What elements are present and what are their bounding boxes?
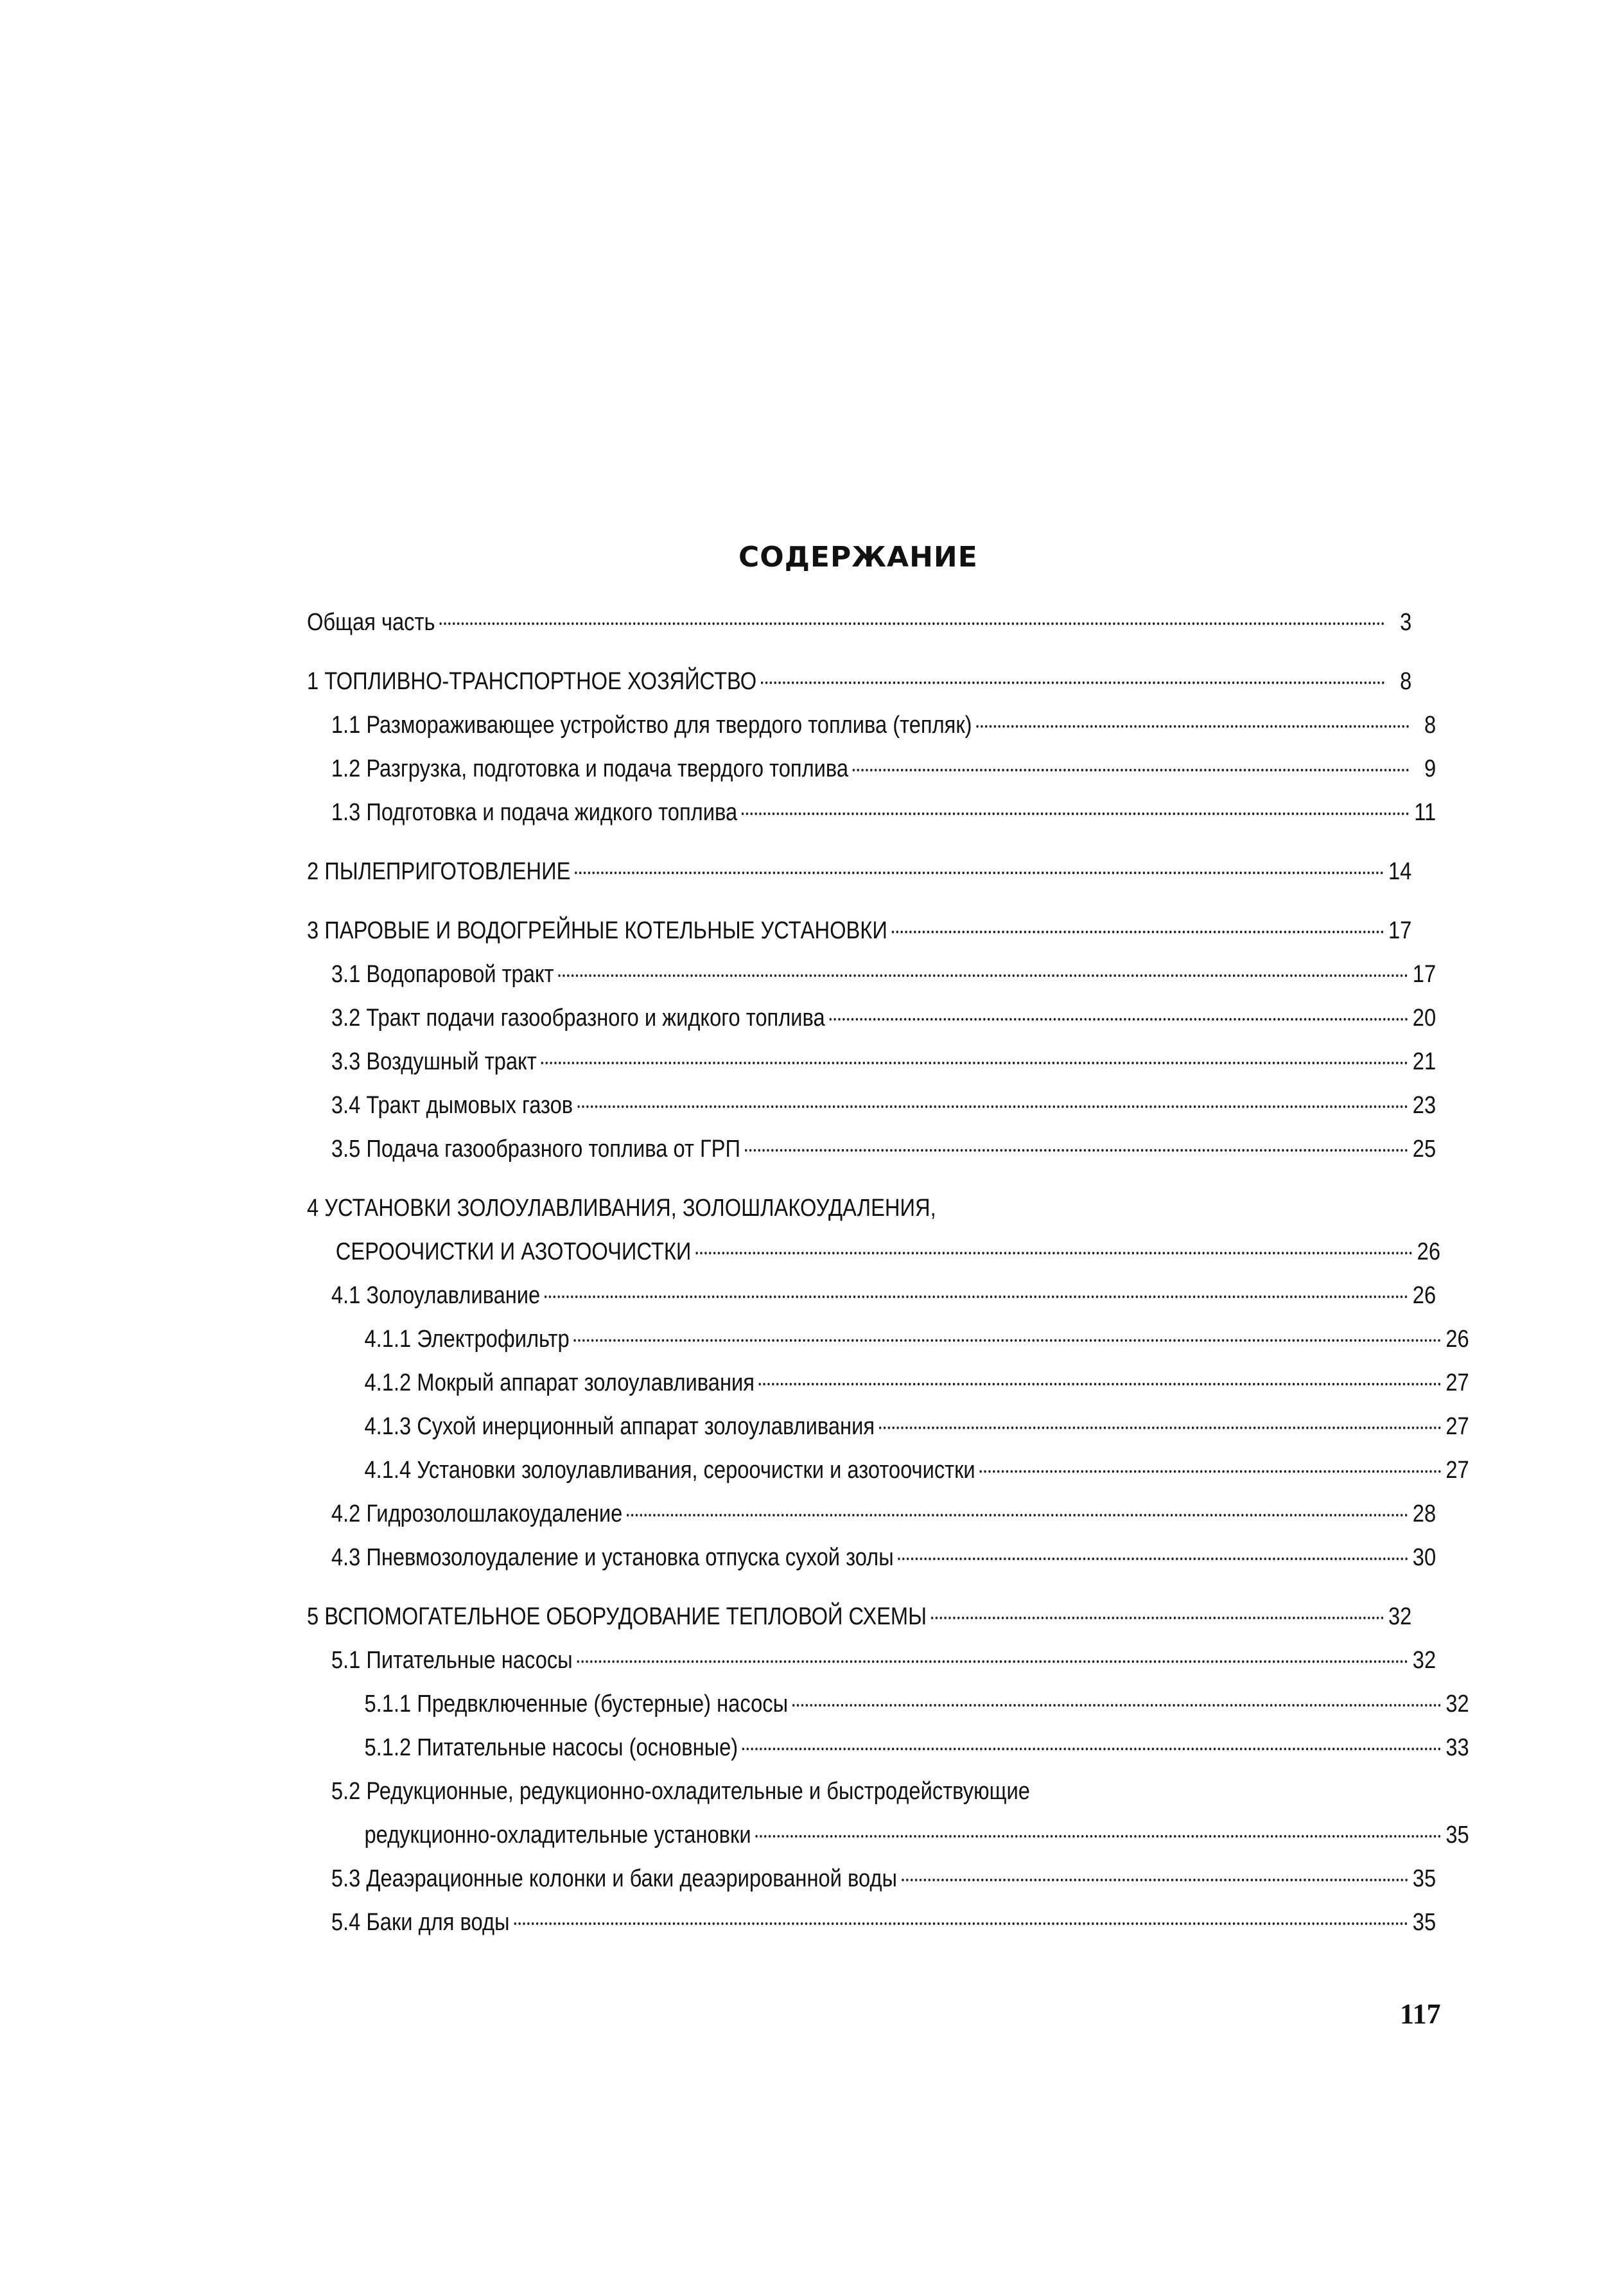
toc-entry[interactable] bbox=[307, 791, 1436, 834]
dot-leader bbox=[898, 1558, 1408, 1560]
toc-entry-label: 5 ВСПОМОГАТЕЛЬНОЕ ОБОРУДОВАНИЕ ТЕПЛОВОЙ СХЕМЫ bbox=[307, 1603, 927, 1630]
toc-entry[interactable] bbox=[307, 601, 1411, 644]
toc-entry-page: 32 bbox=[1388, 1603, 1412, 1630]
toc-entry-label: СЕРООЧИСТКИ И АЗОТООЧИСТКИ bbox=[335, 1238, 692, 1265]
toc-entry-label: 3.2 Тракт подачи газообразного и жидкого топлива bbox=[331, 1005, 825, 1032]
toc-entry-page: 26 bbox=[1412, 1282, 1436, 1309]
toc-entry[interactable] bbox=[307, 1682, 1469, 1726]
toc-entry-label: 1.1 Размораживающее устройство для твердого топлива (тепляк) bbox=[331, 712, 972, 739]
toc-entry[interactable] bbox=[307, 953, 1436, 996]
dot-leader bbox=[439, 622, 1385, 625]
toc-entry[interactable] bbox=[307, 1536, 1436, 1579]
toc-entry-label: 4.1 Золоулавливание bbox=[331, 1282, 541, 1309]
dot-leader bbox=[745, 1149, 1408, 1152]
toc-entry-label: 4 УСТАНОВКИ ЗОЛОУЛАВЛИВАНИЯ, ЗОЛОШЛАКОУДАЛЕНИЯ, bbox=[307, 1195, 936, 1222]
toc-entry-page: 3 bbox=[1400, 609, 1412, 636]
dot-leader bbox=[853, 769, 1410, 771]
dot-leader bbox=[931, 1617, 1384, 1619]
toc-entry-label: 4.1.1 Электрофильтр bbox=[364, 1326, 570, 1353]
toc-entry[interactable] bbox=[307, 1317, 1469, 1361]
toc-entry-label: 3.3 Воздушный тракт bbox=[331, 1048, 537, 1075]
toc-entry[interactable] bbox=[307, 850, 1411, 893]
dot-leader bbox=[980, 1470, 1442, 1473]
toc-entry-page: 17 bbox=[1412, 961, 1436, 988]
page-number: 117 bbox=[1400, 1998, 1441, 2030]
toc-entry[interactable] bbox=[307, 996, 1436, 1040]
dot-leader bbox=[575, 872, 1384, 874]
dot-leader bbox=[514, 1922, 1408, 1925]
toc-entry-page: 8 bbox=[1424, 712, 1436, 739]
toc-entry-label: 4.2 Гидрозолошлакоудаление bbox=[331, 1500, 623, 1527]
toc-entry-page: 35 bbox=[1412, 1865, 1436, 1892]
toc-entry-label: 5.1.2 Питательные насосы (основные) bbox=[364, 1734, 738, 1761]
toc-entry-label: Общая часть bbox=[307, 609, 435, 636]
toc-entry-page: 28 bbox=[1412, 1500, 1436, 1527]
toc-entry-page: 35 bbox=[1412, 1909, 1436, 1936]
toc-entry-label: 5.1.1 Предвключенные (бустерные) насосы bbox=[364, 1691, 789, 1717]
dot-leader bbox=[976, 725, 1409, 728]
toc-entry-label: 5.4 Баки для воды bbox=[331, 1909, 510, 1936]
toc-entry[interactable] bbox=[307, 1770, 1436, 1813]
toc-entry[interactable] bbox=[307, 1127, 1436, 1171]
dot-leader bbox=[759, 1383, 1442, 1385]
toc-entry[interactable] bbox=[307, 1595, 1411, 1638]
toc-entry-label: 4.3 Пневмозолоудаление и установка отпуска сухой золы bbox=[331, 1544, 894, 1571]
toc-entry[interactable] bbox=[307, 909, 1411, 953]
toc-entry-label: редукционно-охладительные установки bbox=[364, 1822, 751, 1849]
toc-entry-label: 1.2 Разгрузка, подготовка и подача твердого топлива bbox=[331, 755, 849, 782]
toc-entry-label: 4.1.4 Установки золоулавливания, сероочистки и азотоочистки bbox=[364, 1457, 975, 1484]
dot-leader bbox=[761, 681, 1385, 684]
toc-entry[interactable] bbox=[307, 703, 1436, 747]
toc-entry-label: 5.1 Питательные насосы bbox=[331, 1647, 573, 1674]
dot-leader bbox=[892, 931, 1384, 933]
toc-entry[interactable] bbox=[307, 1405, 1469, 1448]
toc-entry[interactable] bbox=[307, 1901, 1436, 1944]
toc-entry-page: 21 bbox=[1412, 1048, 1436, 1075]
toc-entry-page: 8 bbox=[1400, 668, 1412, 695]
toc-entry-page: 11 bbox=[1414, 799, 1436, 826]
toc-entry-continuation[interactable] bbox=[307, 1813, 1469, 1857]
dot-leader bbox=[558, 974, 1408, 977]
dot-leader bbox=[574, 1339, 1442, 1342]
toc-entry[interactable] bbox=[307, 1857, 1436, 1901]
toc-entry-page: 26 bbox=[1445, 1326, 1469, 1353]
toc-entry[interactable] bbox=[307, 747, 1436, 791]
toc-entry-label: 2 ПЫЛЕПРИГОТОВЛЕНИЕ bbox=[307, 858, 571, 885]
toc-entry-page: 27 bbox=[1445, 1457, 1469, 1484]
dot-leader bbox=[742, 812, 1410, 815]
dot-leader bbox=[742, 1748, 1441, 1750]
dot-leader bbox=[792, 1704, 1442, 1707]
dot-leader bbox=[577, 1105, 1408, 1108]
toc-entry[interactable] bbox=[307, 1361, 1469, 1405]
toc-entry-label: 4.1.3 Сухой инерционный аппарат золоулавливания bbox=[364, 1413, 875, 1440]
dot-leader bbox=[755, 1835, 1441, 1838]
toc-entry-page: 23 bbox=[1412, 1092, 1436, 1119]
toc-entry-page: 9 bbox=[1424, 755, 1436, 782]
toc-entry-label: 1.3 Подготовка и подача жидкого топлива bbox=[331, 799, 738, 826]
dot-leader bbox=[879, 1427, 1442, 1429]
toc-entry-page: 26 bbox=[1417, 1238, 1441, 1265]
table-of-contents bbox=[307, 601, 1469, 1944]
toc-entry[interactable] bbox=[307, 1492, 1436, 1536]
toc-entry-label: 5.2 Редукционные, редукционно-охладительные и быстродействующие bbox=[331, 1778, 1030, 1805]
toc-entry-label: 1 ТОПЛИВНО-ТРАНСПОРТНОЕ ХОЗЯЙСТВО bbox=[307, 668, 757, 695]
toc-entry-page: 32 bbox=[1445, 1691, 1469, 1717]
toc-entry-label: 3.1 Водопаровой тракт bbox=[331, 961, 554, 988]
toc-entry-page: 20 bbox=[1412, 1005, 1436, 1032]
toc-entry-continuation[interactable] bbox=[307, 1230, 1440, 1274]
toc-entry-page: 14 bbox=[1388, 858, 1412, 885]
dot-leader bbox=[577, 1660, 1408, 1663]
toc-entry-page: 17 bbox=[1388, 917, 1412, 944]
toc-entry-label: 5.3 Деаэрационные колонки и баки деаэрированной воды bbox=[331, 1865, 898, 1892]
toc-entry-page: 35 bbox=[1445, 1822, 1469, 1849]
toc-entry-page: 27 bbox=[1445, 1413, 1469, 1440]
toc-entry[interactable] bbox=[307, 1726, 1469, 1770]
dot-leader bbox=[545, 1296, 1408, 1298]
toc-entry[interactable] bbox=[307, 1186, 1411, 1230]
toc-entry[interactable] bbox=[307, 1448, 1469, 1492]
toc-entry-page: 27 bbox=[1445, 1369, 1469, 1396]
toc-entry-page: 32 bbox=[1412, 1647, 1436, 1674]
toc-entry-page: 30 bbox=[1412, 1544, 1436, 1571]
toc-entry-label: 4.1.2 Мокрый аппарат золоулавливания bbox=[364, 1369, 755, 1396]
dot-leader bbox=[541, 1062, 1408, 1064]
toc-entry[interactable] bbox=[307, 1040, 1436, 1084]
toc-entry-page: 33 bbox=[1445, 1734, 1469, 1761]
toc-entry[interactable] bbox=[307, 660, 1411, 703]
toc-heading: СОДЕРЖАНИЕ bbox=[738, 541, 978, 574]
dot-leader bbox=[627, 1514, 1408, 1516]
toc-entry[interactable] bbox=[307, 1084, 1436, 1127]
toc-entry-label: 3 ПАРОВЫЕ И ВОДОГРЕЙНЫЕ КОТЕЛЬНЫЕ УСТАНОВКИ bbox=[307, 917, 887, 944]
toc-entry-label: 3.4 Тракт дымовых газов bbox=[331, 1092, 573, 1119]
toc-entry[interactable] bbox=[307, 1638, 1436, 1682]
toc-entry-label: 3.5 Подача газообразного топлива от ГРП bbox=[331, 1136, 740, 1163]
dot-leader bbox=[830, 1018, 1408, 1021]
toc-entry-page: 25 bbox=[1412, 1136, 1436, 1163]
dot-leader bbox=[695, 1252, 1413, 1254]
toc-entry[interactable] bbox=[307, 1274, 1436, 1317]
dot-leader bbox=[902, 1879, 1408, 1881]
